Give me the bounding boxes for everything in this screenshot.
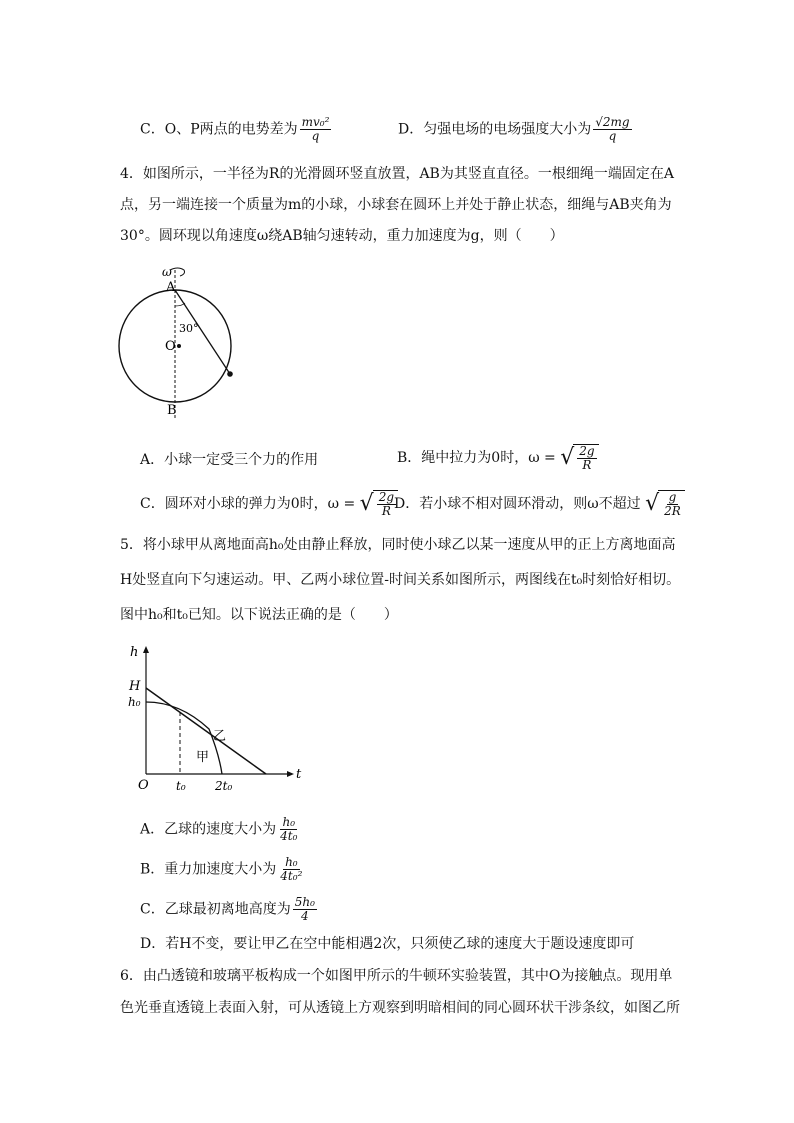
- q4-option-c: C．圆环对小球的弹力为0时，ω = √ $\frac{2g}{R}$: [140, 490, 398, 518]
- q4-option-d-sqrt: √ $\frac{g}{2R}$: [645, 490, 685, 518]
- q5-y-axis-arrow: [143, 646, 149, 653]
- q4-stem-line3: 30°。圆环现以角速度ω绕AB轴匀速转动，重力加速度为g，则（ ）: [120, 228, 564, 244]
- q4-label-a: A: [166, 280, 176, 295]
- q4-stem-line1: 4．如图所示，一半径为R的光滑圆环竖直放置，AB为其竖直直径。一根细绳一端固定在A: [120, 166, 674, 182]
- q4-ball: [227, 371, 233, 377]
- q4-option-b: B．绳中拉力为0时，ω = √ $\frac{2g}{R}$: [397, 444, 599, 472]
- q4-option-b-sqrt: √ $\frac{2g}{R}$: [560, 444, 598, 472]
- q5-label-t-axis: t: [296, 767, 302, 782]
- rotation-arrow-icon: [170, 268, 185, 276]
- q4-ring-figure: [118, 262, 248, 420]
- q5-stem-line2: H处竖直向下匀速运动。甲、乙两小球位置-时间关系如图所示，两图线在t₀时刻恰好相切。: [120, 572, 681, 588]
- q5-label-h0: h₀: [128, 695, 141, 709]
- q4-option-c-sqrt: √ $\frac{2g}{R}$: [360, 490, 398, 518]
- q5-stem-line1: 5．将小球甲从离地面高h₀处由静止释放，同时使小球乙以某一速度从甲的正上方离地面高: [120, 537, 676, 553]
- q3-option-c-fraction: $\frac{\text{mv₀²}}{q}$: [301, 115, 330, 143]
- q5-label-yi: 乙: [213, 729, 227, 744]
- q3-option-d-fraction: $\frac{√2mg}{q}$: [595, 115, 630, 143]
- q4-label-o: O: [165, 339, 176, 354]
- q4-label-b: B: [167, 403, 177, 418]
- q5-label-big-h: H: [129, 679, 141, 694]
- q4-option-a: A．小球一定受三个力的作用: [140, 452, 319, 468]
- q6-stem-line1: 6．由凸透镜和玻璃平板构成一个如图甲所示的牛顿环实验装置，其中O为接触点。现用单: [120, 968, 673, 984]
- q4-option-d: D．若小球不相对圆环滑动，则ω不超过 √ $\frac{g}{2R}$: [394, 490, 685, 518]
- q5-label-2t0: 2t₀: [215, 779, 233, 793]
- q5-position-time-graph: [124, 644, 314, 794]
- q5-curve-jia: [146, 702, 222, 774]
- q4-stem-line2: 点，另一端连接一个质量为m的小球，小球套在圆环上并处于静止状态，细绳与AB夹角为: [120, 197, 672, 213]
- q4-center-dot: [177, 344, 181, 348]
- q6-stem-line2: 色光垂直透镜上表面入射，可从透镜上方观察到明暗相间的同心圆环状干涉条纹，如图乙所: [120, 1000, 680, 1016]
- q5-option-d: D．若H不变，要让甲乙在空中能相遇2次，只须使乙球的速度大于题设速度即可: [140, 936, 635, 952]
- q4-omega-label: ω: [162, 265, 172, 279]
- q5-label-origin: O: [138, 778, 149, 793]
- q5-option-b: B．重力加速度大小为 $\frac{\text{h₀}}{\text{4t₀²}}$: [140, 855, 303, 883]
- q5-label-t0: t₀: [176, 779, 186, 793]
- q5-option-c: C．乙球最初离地高度为 $\frac{\text{5h₀}}{4}$: [140, 895, 315, 923]
- q4-label-angle: 30°: [179, 322, 199, 335]
- q5-stem-line3: 图中h₀和t₀已知。以下说法正确的是（ ）: [120, 607, 398, 623]
- q5-option-a: A．乙球的速度大小为 $\frac{\text{h₀}}{\text{4t₀}}$: [140, 815, 298, 843]
- q3-option-d: [398, 116, 634, 143]
- q3-option-d-text: D．匀强电场的电场强度大小为: [398, 121, 592, 138]
- q5-label-h-axis: h: [130, 645, 139, 660]
- q5-x-axis-arrow: [287, 771, 294, 777]
- q3-option-c: [140, 116, 333, 143]
- q3-option-c-text: C．O、P两点的电势差为: [140, 121, 298, 138]
- q5-label-jia: 甲: [196, 750, 210, 765]
